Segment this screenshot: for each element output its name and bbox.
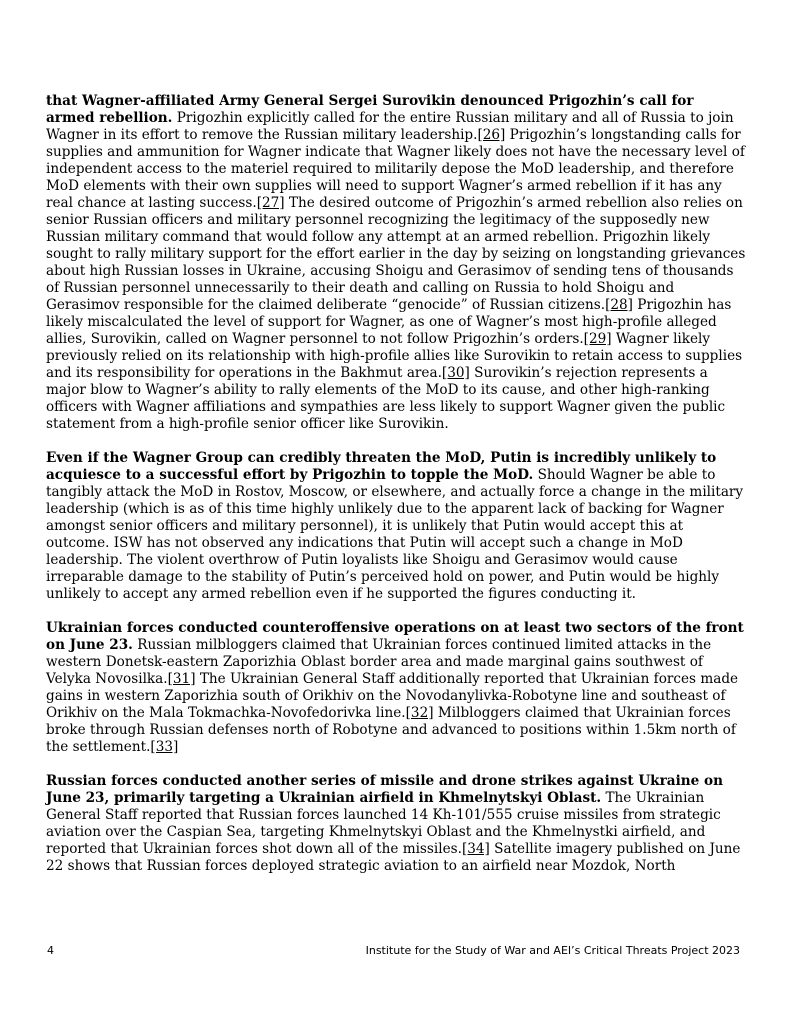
citation-link[interactable]: [34] [461, 841, 490, 857]
citation-link[interactable]: [26] [477, 127, 506, 143]
paragraph-lead: that Wagner-affiliated Army General Sergei Surovikin denounced Prigozhin’s call for armed rebellion. [46, 93, 694, 126]
paragraph-lead: Even if the Wagner Group can credibly threaten the MoD, Putin is incredibly unlikely to acquiesce to a successful effort by Prigozhin to topple the MoD. [46, 450, 717, 483]
citation-link[interactable]: [32] [405, 705, 434, 721]
paragraph-text: Wagner likely previously relied on its relationship with high-profile allies like Surovikin to retain access to supplies and its responsibility for operations in the Bakhmut area. [46, 331, 743, 381]
paragraph-text: The desired outcome of Prigozhin’s armed rebellion also relies on senior Russian officers and military personnel recognizing the legitimacy of the supposedly new Russian military command that would follow any attempt at an armed rebellion. Prigozhin likely sought to rally military support for the effort earlier in the day by seizing on longstanding grievances about high Russian losses in Ukraine, accusing Shoigu and Gerasimov of sending tens of thousands of Russian personnel unnecessarily to their death and calling on Russia to hold Shoigu and Gerasimov responsible for the claimed deliberate “genocide” of Russian citizens. [46, 195, 746, 313]
paragraph [46, 93, 746, 433]
paragraph-text: Prigozhin’s longstanding calls for supplies and ammunition for Wagner indicate that Wagner likely does not have the necessary level of independent access to the materiel required to militarily depose the MoD leadership, and therefore MoD elements with their own supplies will need to support Wagner’s armed rebellion if it has any real chance at lasting success. [46, 127, 745, 211]
paragraph-lead: Ukrainian forces conducted counteroffensive operations on at least two sectors of the front on June 23. [46, 620, 744, 653]
document-body [46, 93, 746, 892]
paragraph [46, 450, 746, 603]
citation-link[interactable]: [27] [256, 195, 285, 211]
paragraph-text: The Ukrainian General Staff additionally reported that Ukrainian forces made gains in western Zaporizhia south of Orikhiv on the Novodanylivka-Robotyne line and southeast of Orikhiv on the Mala Tokmachka-Novofedorivka line. [46, 671, 739, 721]
paragraph-text: Milbloggers claimed that Ukrainian forces broke through Russian defenses north of Robotyne and advanced to positions within 1.5km north of the settlement. [46, 705, 736, 755]
footer-text: Institute for the Study of War and AEI’s Critical Threats Project 2023 [365, 944, 740, 957]
citation-link[interactable]: [30] [441, 365, 470, 381]
paragraph-text: Russian milbloggers claimed that Ukrainian forces continued limited attacks in the western Donetsk-eastern Zaporizhia Oblast border area and made marginal gains southwest of Velyka Novosilka. [46, 637, 712, 687]
paragraph-text: Prigozhin explicitly called for the entire Russian military and all of Russia to join Wagner in its effort to remove the Russian military leadership. [46, 110, 734, 143]
page-number: 4 [47, 944, 54, 957]
paragraph-text: Surovikin’s rejection represents a major blow to Wagner’s ability to rally elements of the MoD to its cause, and other high-ranking officers with Wagner affiliations and sympathies are less likely to support Wagner given the public statement from a high-profile senior officer like Surovikin. [46, 365, 726, 432]
paragraph [46, 773, 746, 875]
paragraph [46, 620, 746, 756]
paragraph-text: Should Wagner be able to tangibly attack the MoD in Rostov, Moscow, or elsewhere, and actually force a change in the military leadership (which is as of this time highly unlikely due to the apparent lack of backing for Wagner amongst senior officers and military personnel), it is unlikely that Putin would accept this at outcome. ISW has not observed any indications that Putin will accept such a change in MoD leadership. The violent overthrow of Putin loyalists like Shoigu and Gerasimov would cause irreparable damage to the stability of Putin’s perceived hold on power, and Putin would be highly unlikely to accept any armed rebellion even if he supported the figures conducting it. [46, 467, 744, 602]
paragraph-lead: Russian forces conducted another series of missile and drone strikes against Ukraine on June 23, primarily targeting a Ukrainian airfield in Khmelnytskyi Oblast. [46, 773, 723, 806]
citation-link[interactable]: [31] [167, 671, 196, 687]
paragraph-text: The Ukrainian General Staff reported that Russian forces launched 14 Kh-101/555 cruise missiles from strategic aviation over the Caspian Sea, targeting Khmelnytskyi Oblast and the Khmelnystki airfield, and reported that Ukrainian forces shot down all of the missiles. [46, 790, 721, 857]
paragraph-text: Satellite imagery published on June 22 shows that Russian forces deployed strategic aviation to an airfield near Mozdok, North [46, 841, 741, 874]
paragraph-text: Prigozhin has likely miscalculated the level of support for Wagner, as one of Wagner’s most high-profile alleged allies, Surovikin, called on Wagner personnel to not follow Prigozhin’s orders. [46, 297, 732, 347]
citation-link[interactable]: [28] [605, 297, 633, 313]
citation-link[interactable]: [29] [583, 331, 612, 347]
citation-link[interactable]: [33] [150, 739, 179, 755]
